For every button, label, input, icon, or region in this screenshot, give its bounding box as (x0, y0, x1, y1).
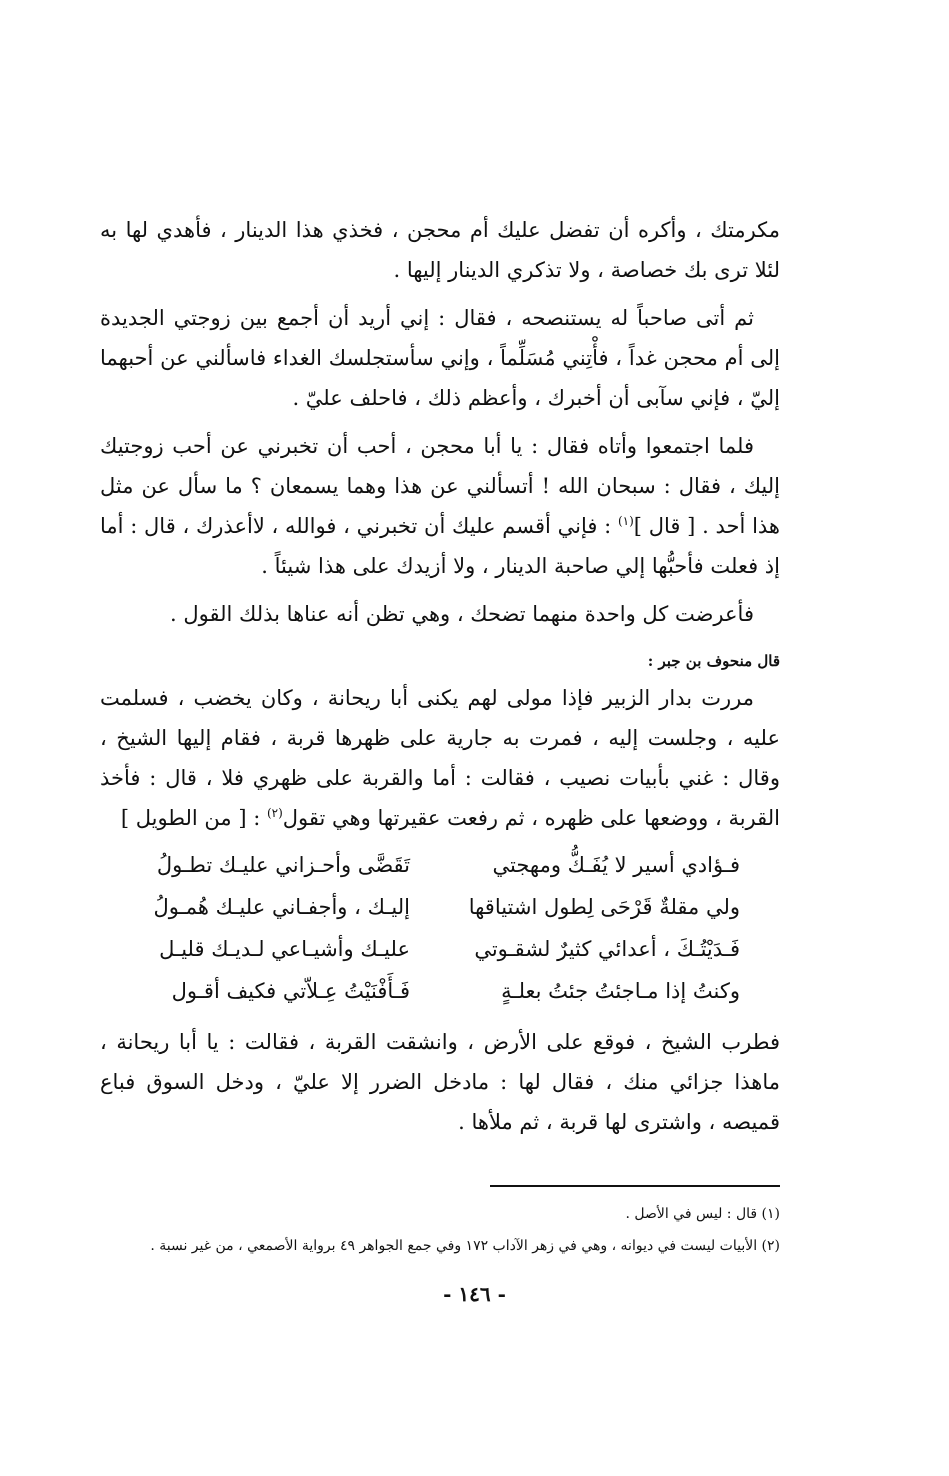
poem-verse (140, 886, 740, 928)
verse-first-hemistich: وكنتُ إذا مـاجئتُ جئتُ بعلـةٍ (501, 979, 740, 1003)
paragraph-5 (100, 678, 780, 838)
paragraph-1: مكرمتك ، وأكره أن تفضل عليك أم محجن ، فخذي هذا الدينار ، فأهدي لها به لئلا ترى بك خصاصة ، ولا تذكري الدينار إليها . (100, 218, 780, 282)
verse-second-hemistich: إليـك ، وأجفـاني عليـك هُمـولُ (153, 895, 410, 919)
paragraph-3 (100, 426, 780, 586)
paragraph-3-text-a: فلما اجتمعوا وأتاه فقال : يا أبا محجن ، أحب أن تخبرني عن أحب زوجتيك إليك ، فقال : سبحان الله ! أتسألني عن هذا وهما يسمعان ؟ ما سأل عن مثل هذا أحد . [ قال ] (100, 434, 780, 538)
page-number: - ١٤٦ - (443, 1282, 506, 1306)
footnote-1: (١) قال : ليس في الأصل . (625, 1206, 780, 1222)
paragraph-3-text-b: : فإني أقسم عليك أن تخبرني ، فوالله ، لاأعذرك ، قال : أما إذ فعلت فأحبُّها إلي صاحبة الدينار ، ولا أزيدك على هذا شيئاً . (100, 514, 780, 578)
paragraph-4: فأعرضت كل واحدة منهما تضحك ، وهي تظن أنه عناها بذلك القول . (170, 602, 754, 626)
paragraph-2: ثم أتى صاحباً له يستنصحه ، فقال : إني أريد أن أجمع بين زوجتي الجديدة إلى أم محجن غداً ، فأْتِني مُسَلِّماً ، وإني سأستجلسك الغداء فاسألني عن أحبهما إليّ ، فإني سآبى أن أخبرك ، وأعظم ذلك ، فاحلف عليّ . (100, 306, 780, 410)
verse-first-hemistich: فـؤادي أسير لا يُفَـكُّ ومهجتي (492, 853, 740, 877)
section-subheading: قال منحوف بن جبر : (647, 652, 780, 670)
verse-second-hemistich: تَقَضَّى وأحـزاني عليـك تطـولُ (156, 853, 410, 877)
page-body (100, 210, 780, 1142)
poem (140, 844, 740, 1012)
poem-verse (140, 844, 740, 886)
footnotes (90, 1198, 780, 1262)
footnote-divider (490, 1185, 780, 1187)
footnote-ref-1: (١) (617, 514, 634, 528)
paragraph-5-text-a: مررت بدار الزبير فإذا مولى لهم يكنى أبا ريحانة ، وكان يخضب ، فسلمت عليه ، وجلست إليه ، فمرت به جارية على ظهرها قربة ، فقام إليها الشيخ ، وقال : غني بأبيات نصيب ، فقالت : أما والقربة على ظهري فلا ، قال : فأخذ القربة ، ووضعها على ظهره ، ثم رفعت عقيرتها وهي تقول (100, 686, 780, 830)
poem-verse (140, 928, 740, 970)
footnote-2: (٢) الأبيات ليست في ديوانه ، وهي في زهر الآداب ١٧٢ وفي جمع الجواهر ٤٩ برواية الأصمعي ، من غير نسبة . (150, 1238, 780, 1254)
verse-first-hemistich: ولي مقلةٌ قَرْحَى لِطول اشتياقها (468, 895, 740, 919)
paragraph-6: فطرب الشيخ ، فوقع على الأرض ، وانشقت القربة ، فقالت : يا أبا ريحانة ، ماهذا جزائي منك ، فقال لها : مادخل الضرر إلا عليّ ، ودخل السوق فباع قميصه ، واشترى لها قربة ، ثم ملأها . (100, 1030, 780, 1134)
footnote-ref-2: (٢) (266, 806, 283, 820)
paragraph-5-text-b: : [ من الطويل ] (120, 806, 267, 830)
verse-second-hemistich: فَـأَفْنَيْتُ عِـلاّتي فكيف أقـول (171, 979, 410, 1003)
poem-verse (140, 970, 740, 1012)
verse-first-hemistich: فَـدَيْتُـكَ ، أعدائي كثيرٌ لشقـوتي (474, 937, 740, 961)
verse-second-hemistich: عليـك وأشيـاعي لـديـك قليـل (159, 937, 410, 961)
